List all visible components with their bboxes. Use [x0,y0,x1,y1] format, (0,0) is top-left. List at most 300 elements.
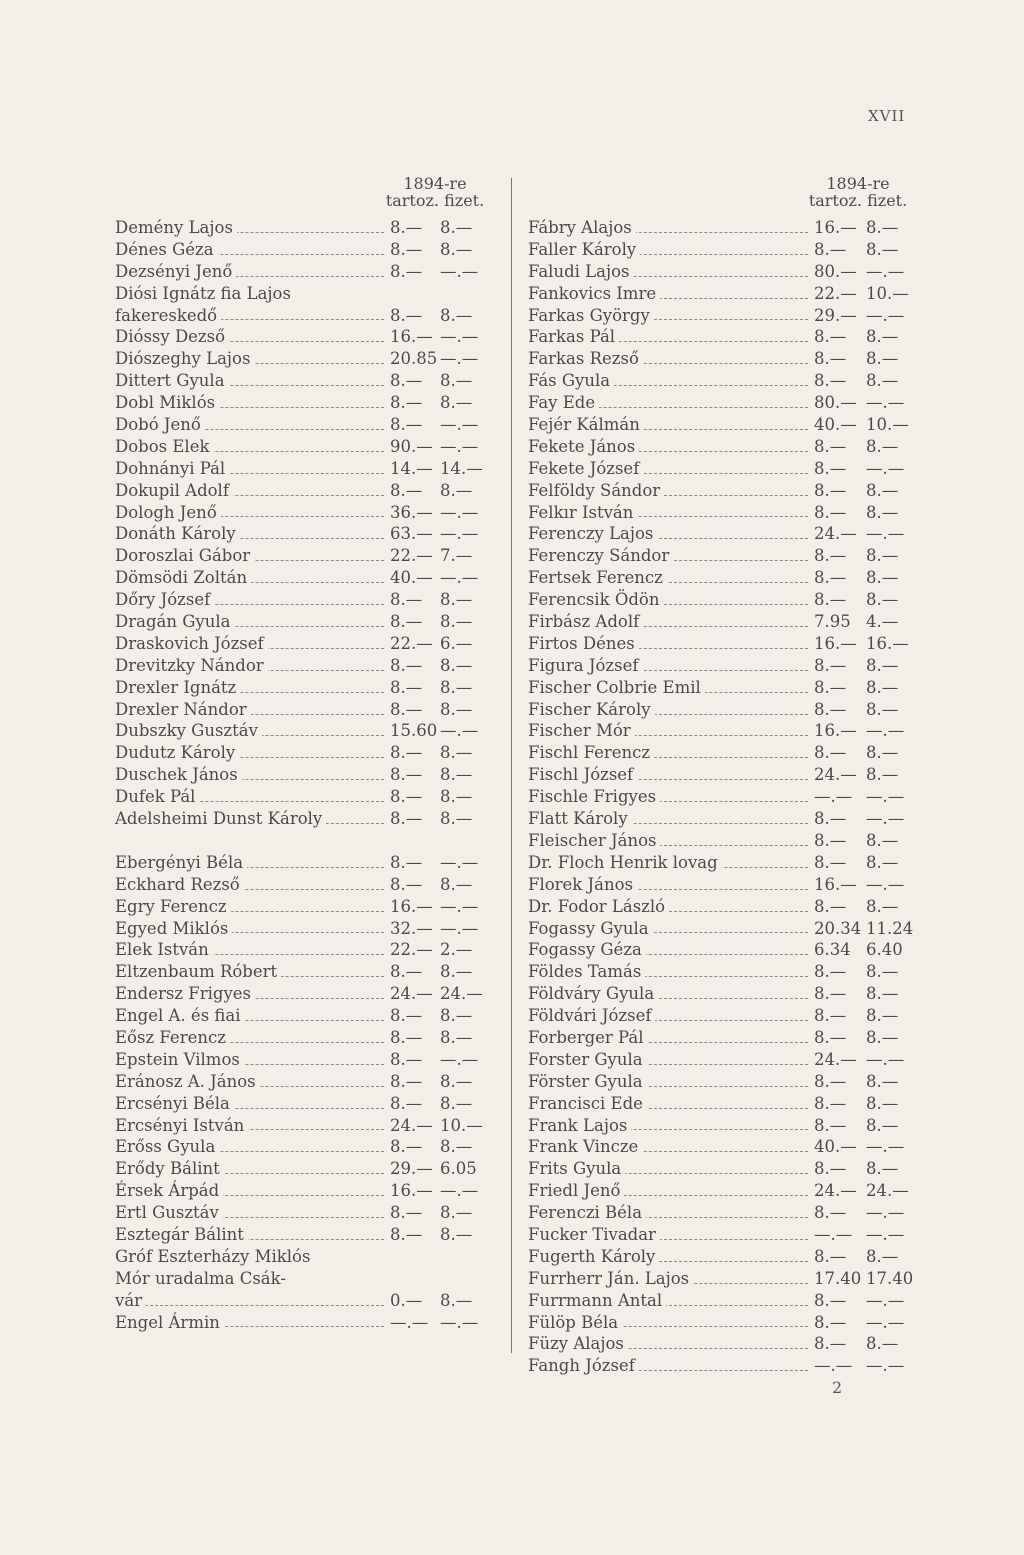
member-name [528,523,814,545]
amount-owed [390,283,440,305]
member-name [528,567,814,589]
amount-paid: 6.05 [440,1159,477,1179]
amount-owed: 8.— [814,984,847,1004]
amount-owed: 8.— [814,239,847,259]
header-labels: tartoz. fizet. [385,191,485,210]
member-name-text: Fischl József [528,765,637,784]
amount-paid: 8.— [440,393,473,413]
member-name-text: Földes Tamás [528,962,645,981]
table-row [528,392,918,414]
amount-paid: 10.— [440,1115,483,1135]
amount-owed: 40.— [814,415,857,435]
table-row [115,1246,500,1268]
footer-number: 2 [832,1378,843,1397]
member-name [528,1312,814,1334]
amount-paid: 8.— [866,852,899,872]
member-name [528,742,814,764]
amount-owed: 8.— [390,590,423,610]
member-name [528,589,814,611]
table-row [115,874,500,896]
amount-paid: 8.— [440,787,473,807]
table-row [528,655,918,677]
member-name [115,567,390,589]
amount-owed: 17.40 [814,1268,862,1288]
amount-paid: 8.— [866,984,899,1004]
table-row [528,1049,918,1071]
table-row [115,305,500,327]
member-name-text: Frank Lajos [528,1116,631,1135]
member-name [115,480,390,502]
amount-paid: 8.— [866,480,899,500]
amount-paid: 6.40 [866,940,903,960]
member-name [528,830,814,852]
member-name [528,677,814,699]
member-name-text: Gróf Eszterházy Miklós [115,1247,314,1266]
table-row [528,1093,918,1115]
member-name [528,370,814,392]
member-name [528,961,814,983]
amount-owed: 8.— [390,371,423,391]
member-name-text: Firbász Adolf [528,612,643,631]
amount-owed: 8.— [814,1071,847,1091]
amount-paid: 8.— [866,1159,899,1179]
amount-owed: 8.— [814,809,847,829]
amount-owed: 8.— [814,896,847,916]
member-name [115,436,390,458]
amount-paid: —.— [440,261,479,281]
amount-paid [440,283,500,305]
table-row [528,896,918,918]
amount-paid: 8.— [866,502,899,522]
table-row [528,1224,918,1246]
table-row [115,677,500,699]
amount-paid: 8.— [866,1115,899,1135]
member-name [528,1136,814,1158]
member-name [115,326,390,348]
member-name [115,764,390,786]
amount-owed [390,1268,440,1290]
member-name [528,1071,814,1093]
member-name-text: Fejér Kálmán [528,415,644,434]
amount-owed: 8.— [814,655,847,675]
amount-owed: 80.— [814,393,857,413]
table-row [528,326,918,348]
table-row [115,392,500,414]
table-row [115,808,500,830]
amount-owed: 80.— [814,261,857,281]
amount-paid: —.— [866,524,905,544]
table-row [115,918,500,940]
amount-paid: 8.— [440,1027,473,1047]
table-row [528,1290,918,1312]
amount-owed: 8.— [390,655,423,675]
member-name-text: Fekete József [528,459,643,478]
member-name-text: Dr. Fodor László [528,897,669,916]
table-row [528,1333,918,1355]
amount-paid: 8.— [866,962,899,982]
member-name [528,655,814,677]
amount-owed: 14.— [390,458,433,478]
amount-owed: —.— [390,1312,429,1332]
member-name [528,326,814,348]
amount-owed: 8.— [390,1224,423,1244]
amount-owed: 7.95 [814,612,851,632]
table-row [115,961,500,983]
member-name-text: Erőss Gyula [115,1137,219,1156]
amount-owed: 8.— [814,852,847,872]
amount-paid: 10.— [866,415,909,435]
amount-owed: 24.— [814,765,857,785]
amount-paid: 8.— [866,590,899,610]
member-name [115,523,390,545]
member-name-text: Doroszlai Gábor [115,546,254,565]
amount-owed: 8.— [390,1006,423,1026]
amount-owed [390,1246,440,1268]
table-row [115,1312,500,1334]
amount-owed: 8.— [390,962,423,982]
member-name-text: Fábry Alajos [528,218,636,237]
amount-paid: 8.— [440,1203,473,1223]
member-name-text: Drexler Nándor [115,700,251,719]
amount-paid: —.— [440,918,479,938]
amount-paid: 8.— [866,546,899,566]
member-name [115,677,390,699]
member-name [528,1333,814,1355]
table-row [528,1312,918,1334]
amount-paid: 8.— [866,1006,899,1026]
member-name-text: Farkas Rezső [528,349,643,368]
amount-owed: 20.34 [814,918,862,938]
table-row [528,1246,918,1268]
member-name [115,261,390,283]
amount-owed: 8.— [390,874,423,894]
amount-owed: 8.— [814,568,847,588]
amount-owed: 8.— [390,677,423,697]
member-name [115,961,390,983]
amount-paid: 4.— [866,612,899,632]
member-name [528,896,814,918]
member-name-text: Fischer Károly [528,700,655,719]
amount-paid: 7.— [440,546,473,566]
amount-paid: 8.— [440,612,473,632]
amount-paid: —.— [440,415,479,435]
amount-paid: —.— [440,721,479,741]
member-name [528,764,814,786]
table-row [115,348,500,370]
amount-paid: 24.— [440,984,483,1004]
member-name-text: Dufek Pál [115,787,199,806]
amount-paid: 8.— [866,568,899,588]
amount-paid: —.— [866,393,905,413]
header-year: 1894-re [403,174,467,193]
amount-paid: —.— [440,327,479,347]
amount-paid: 24.— [866,1181,909,1201]
table-row [115,217,500,239]
amount-owed: 20.85 [390,349,438,369]
member-name-text: Fischer Colbrie Emil [528,678,705,697]
member-name [115,1224,390,1246]
member-name [115,786,390,808]
page-number: XVII [868,107,906,125]
member-name-text: Friedl Jenő [528,1181,624,1200]
member-name-text: fakereskedő [115,306,221,325]
amount-owed [390,830,440,852]
member-name-text: Dudutz Károly [115,743,239,762]
member-name [528,1093,814,1115]
member-name [115,1071,390,1093]
member-name-text: Frits Gyula [528,1159,625,1178]
table-row [115,830,500,852]
member-name [528,874,814,896]
member-name-text: Francisci Ede [528,1094,647,1113]
member-name [528,1290,814,1312]
member-name [528,239,814,261]
amount-owed: 8.— [814,830,847,850]
amount-owed: 8.— [390,239,423,259]
table-row [115,370,500,392]
member-name [528,633,814,655]
amount-paid: 8.— [440,699,473,719]
amount-owed: 8.— [814,1115,847,1135]
table-row [528,1115,918,1137]
member-name-text: Ercsényi Béla [115,1094,234,1113]
amount-owed: 8.— [390,852,423,872]
table-row [528,436,918,458]
amount-paid: 14.— [440,458,483,478]
amount-paid: —.— [866,874,905,894]
amount-paid: —.— [440,349,479,369]
member-name [115,611,390,633]
member-name-text: Farkas Pál [528,327,619,346]
member-name-text: Fugerth Károly [528,1247,659,1266]
right-column [528,175,918,1377]
member-name-text: Fischl Ferencz [528,743,654,762]
amount-paid: 8.— [440,218,473,237]
table-row [115,633,500,655]
member-name-text: Engel A. és fiai [115,1006,245,1025]
member-name [528,392,814,414]
member-name-text: Flatt Károly [528,809,632,828]
member-name-text: Adelsheimi Dunst Károly [115,809,326,828]
member-name-text: Fleischer János [528,831,660,850]
table-row [528,370,918,392]
member-name [528,808,814,830]
amount-paid: —.— [866,1137,905,1157]
amount-owed: 32.— [390,918,433,938]
amount-owed: 24.— [390,984,433,1004]
amount-owed: 8.— [814,349,847,369]
member-name-text: Dr. Floch Henrik lovag [528,853,722,872]
amount-paid: 8.— [866,1071,899,1091]
member-name [115,348,390,370]
member-name-text: Frank Vincze [528,1137,642,1156]
amount-owed: 8.— [390,1071,423,1091]
amount-owed: 24.— [814,1181,857,1201]
member-name-text: Fankovics Imre [528,284,660,303]
amount-owed: 8.— [390,787,423,807]
table-row [115,436,500,458]
amount-paid: 8.— [866,677,899,697]
amount-paid: 8.— [440,1071,473,1091]
table-row [528,1180,918,1202]
table-row [115,896,500,918]
table-row [528,1202,918,1224]
member-name-text: Eránosz A. János [115,1072,260,1091]
amount-owed: 8.— [390,305,423,325]
member-name-text: Epstein Vilmos [115,1050,244,1069]
member-name-text: Dezsényi Jenő [115,262,236,281]
table-row [115,655,500,677]
member-name [528,1268,814,1290]
member-name-text: Figura József [528,656,642,675]
table-row [115,852,500,874]
table-row [115,1202,500,1224]
member-name [115,217,390,239]
amount-owed: 8.— [814,1093,847,1113]
member-name [115,370,390,392]
amount-paid: 8.— [866,239,899,259]
table-row [115,239,500,261]
member-name-text: Eltzenbaum Róbert [115,962,281,981]
member-name [115,720,390,742]
member-name-text: Demény Lajos [115,218,237,237]
amount-paid: 8.— [866,1246,899,1266]
table-row [115,720,500,742]
member-name [528,611,814,633]
amount-owed: 22.— [390,940,433,960]
table-row [528,305,918,327]
table-row [115,1136,500,1158]
table-row [115,1268,500,1290]
amount-paid: 8.— [866,218,899,237]
amount-owed: 8.— [814,1246,847,1266]
table-row [528,589,918,611]
amount-paid: 8.— [866,655,899,675]
member-name [115,1290,390,1312]
table-row [528,699,918,721]
member-name-text: Faludi Lajos [528,262,633,281]
member-name-text: Duschek János [115,765,242,784]
amount-owed: 8.— [814,546,847,566]
member-name [528,983,814,1005]
member-name [115,1049,390,1071]
member-name [115,852,390,874]
amount-paid: 6.— [440,633,473,653]
amount-paid: 8.— [440,1093,473,1113]
member-name-text: Dologh Jenő [115,503,221,522]
member-name-text: Dőry József [115,590,214,609]
amount-paid: —.— [866,458,905,478]
table-row [115,283,500,305]
member-name-text [115,831,119,850]
amount-paid: 8.— [866,1027,899,1047]
member-name [115,1268,390,1290]
amount-owed: 8.— [814,327,847,347]
amount-owed: 8.— [390,612,423,632]
amount-owed: 16.— [814,218,857,237]
amount-owed: 29.— [814,305,857,325]
table-row [528,808,918,830]
amount-owed: 8.— [390,1093,423,1113]
amount-paid: 2.— [440,940,473,960]
member-name [115,392,390,414]
amount-paid: —.— [440,1312,479,1332]
member-name [115,414,390,436]
table-row [528,1355,918,1377]
amount-owed: 6.34 [814,940,851,960]
member-name-text: Eősz Ferencz [115,1028,230,1047]
amount-owed: 8.— [814,1312,847,1332]
amount-owed: 8.— [390,809,423,829]
member-name-text: Fertsek Ferencz [528,568,667,587]
amount-paid: 8.— [440,677,473,697]
amount-owed: 16.— [814,721,857,741]
amount-owed: 40.— [390,568,433,588]
member-name [115,1312,390,1334]
table-row [115,1049,500,1071]
amount-owed: 8.— [814,743,847,763]
table-row [528,217,918,239]
amount-owed: 8.— [390,1049,423,1069]
member-name [115,1180,390,1202]
amount-owed: 8.— [390,261,423,281]
member-name-text: Esztegár Bálint [115,1225,248,1244]
amount-paid: —.— [866,305,905,325]
member-name [115,896,390,918]
member-name-text: Diószeghy Lajos [115,349,254,368]
table-row [528,1268,918,1290]
table-row [528,283,918,305]
amount-paid: —.— [866,1356,905,1376]
table-row [528,961,918,983]
amount-paid [440,830,500,852]
table-row [528,611,918,633]
member-name-text: Draskovich József [115,634,268,653]
member-name-text: Ertl Gusztáv [115,1203,223,1222]
amount-paid: 11.24 [866,918,914,938]
member-name [115,1027,390,1049]
member-name [528,545,814,567]
member-name-text: Furrherr Ján. Lajos [528,1269,693,1288]
member-name [528,1202,814,1224]
member-name-text: Ebergényi Béla [115,853,247,872]
member-name [528,1224,814,1246]
member-name [115,589,390,611]
amount-paid: —.— [440,568,479,588]
table-row [528,523,918,545]
amount-paid: 8.— [440,1006,473,1026]
member-name-text: Fogassy Gyula [528,919,653,938]
member-name-text: Florek János [528,875,637,894]
amount-paid: 8.— [866,699,899,719]
amount-paid: 8.— [440,305,473,325]
member-name-text: Fekete János [528,437,639,456]
table-row [528,545,918,567]
table-row [528,633,918,655]
amount-owed: 8.— [814,1159,847,1179]
table-row [528,830,918,852]
table-row [528,1158,918,1180]
amount-owed: 8.— [390,218,423,237]
member-name [528,458,814,480]
amount-paid: 8.— [866,1334,899,1354]
amount-paid: —.— [866,1049,905,1069]
amount-paid: 8.— [440,809,473,829]
amount-paid: 8.— [866,349,899,369]
amount-paid: —.— [440,1181,479,1201]
member-name-text: Erődy Bálint [115,1159,224,1178]
table-row [528,720,918,742]
